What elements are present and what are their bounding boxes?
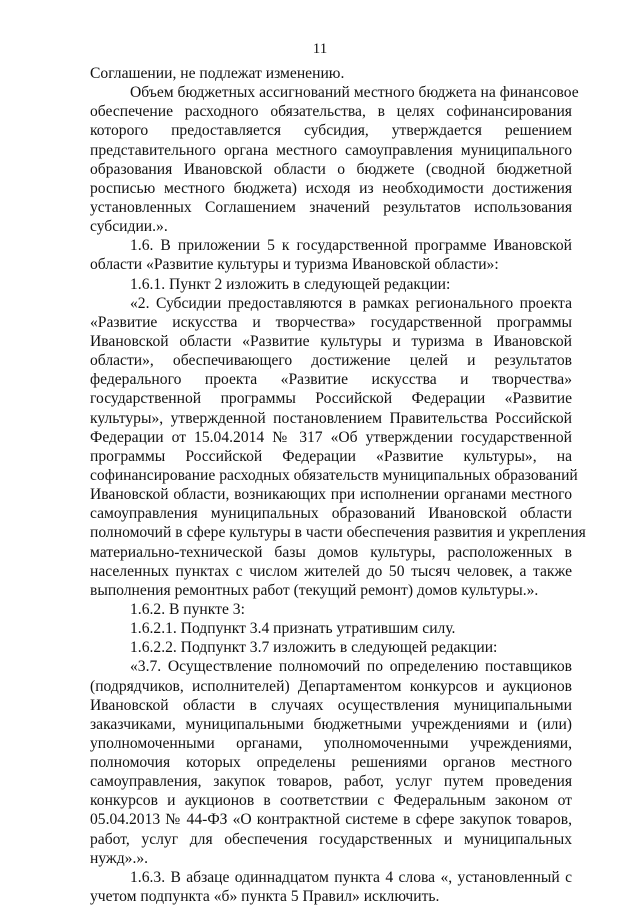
text-line: самоуправления, закупок товаров, работ, услуг путем проведения — [90, 773, 572, 791]
text-line: области», обеспечивающего достижение целей и результатов — [90, 352, 572, 370]
text-line: полномочия которых определены решениями органов местного — [90, 754, 572, 772]
document-body — [90, 64, 586, 906]
text-line: населенных пунктах с числом жителей до 50 тысяч человек, а также — [90, 562, 572, 580]
page-number: 11 — [312, 41, 328, 57]
text-line: 1.6.3. В абзаце одиннадцатом пункта 4 слова «, установленный с — [130, 868, 572, 886]
text-line: росписью местного бюджета) исходя из необходимости достижения — [90, 179, 572, 197]
text-line: уполномоченными органами, уполномоченными учреждениями, — [90, 734, 572, 752]
text-line: полномочий в сфере культуры в части обеспечения развития и укрепления — [90, 524, 586, 542]
text-line: самоуправления муниципальных образований Ивановской области — [90, 505, 572, 523]
text-line: 1.6. В приложении 5 к государственной программе Ивановской — [130, 237, 572, 255]
text-line: 1.6.2. В пункте 3: — [130, 600, 245, 618]
text-line: нужд».». — [90, 849, 149, 867]
text-line: выполнения ремонтных работ (текущий ремонт) домов культуры.». — [90, 581, 539, 599]
text-line: представительного органа местного самоуправления муниципального — [90, 141, 572, 159]
text-line: Соглашении, не подлежат изменению. — [90, 65, 345, 82]
text-line: 1.6.2.1. Подпункт 3.4 признать утратившим силу. — [130, 620, 456, 638]
text-line: заказчиками, муниципальными бюджетными учреждениями и (или) — [90, 715, 572, 733]
text-line: «2. Субсидии предоставляются в рамках регионального проекта — [130, 294, 572, 312]
text-line: которого предоставляется субсидия, утверждается решением — [90, 122, 572, 140]
text-line: конкурсов и аукционов в соответствии с Федеральным законом от — [90, 792, 572, 810]
text-line: программы Российской Федерации «Развитие культуры», на — [90, 447, 572, 465]
text-line: Федерации от 15.04.2014 № 317 «Об утверждении государственной — [90, 428, 572, 446]
text-line: «3.7. Осуществление полномочий по определению поставщиков — [130, 658, 572, 676]
text-line: образования Ивановской области о бюджете (сводной бюджетной — [90, 160, 572, 178]
text-line: Объем бюджетных ассигнований местного бюджета на финансовое — [130, 84, 579, 102]
text-line: субсидии.». — [90, 218, 168, 236]
text-line: 1.6.1. Пункт 2 изложить в следующей редакции: — [130, 275, 451, 293]
text-line: работ, услуг для обеспечения государственных и муниципальных — [90, 830, 572, 848]
text-line: Ивановской области «Развитие культуры и туризма в Ивановской — [90, 332, 572, 350]
text-line: материально-технической базы домов культуры, расположенных в — [90, 543, 572, 561]
text-line: (подрядчиков, исполнителей) Департаментом конкурсов и аукционов — [90, 677, 572, 695]
text-line: федерального проекта «Развитие искусства и творчества» — [90, 371, 572, 389]
text-line: обеспечение расходного обязательства, в целях софинансирования — [90, 103, 572, 121]
text-line: Ивановской области, возникающих при исполнении органами местного — [90, 486, 572, 504]
text-line: установленных Соглашением значений результатов использования — [90, 198, 572, 216]
text-line: софинансирование расходных обязательств муниципальных образований — [90, 466, 578, 484]
text-line: Ивановской области в случаях осуществления муниципальными — [90, 696, 572, 714]
text-line: «Развитие искусства и творчества» государственной программы — [90, 313, 572, 331]
text-line: культуры», утвержденной постановлением Правительства Российской — [90, 409, 572, 427]
text-line: 1.6.2.2. Подпункт 3.7 изложить в следующей редакции: — [130, 639, 498, 657]
text-line: учетом подпункта «б» пункта 5 Правил» исключить. — [90, 888, 440, 906]
text-line: области «Развитие культуры и туризма Ивановской области»: — [90, 256, 499, 274]
text-line: 05.04.2013 № 44-ФЗ «О контрактной системе в сфере закупок товаров, — [90, 811, 572, 829]
text-line: государственной программы Российской Федерации «Развитие — [90, 390, 572, 408]
